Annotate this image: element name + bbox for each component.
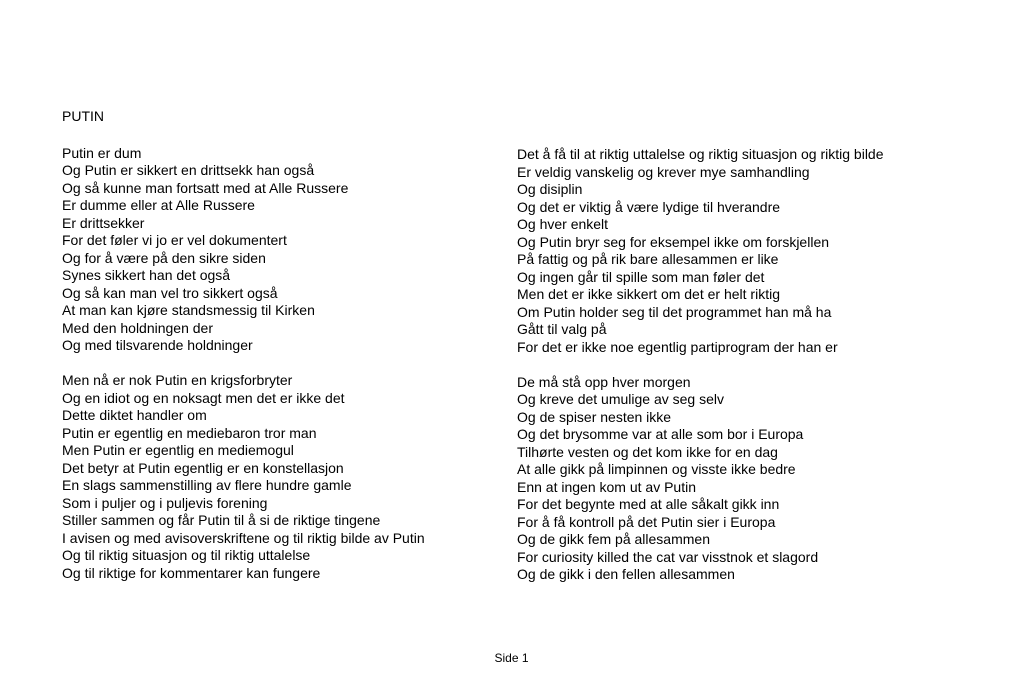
poem-line: Og hver enkelt bbox=[517, 216, 609, 232]
poem-line: Om Putin holder seg til det programmet han må ha bbox=[517, 303, 832, 320]
poem-line: Med den holdningen der bbox=[62, 319, 214, 336]
poem-line: At alle gikk på limpinnen og visste ikke bedre bbox=[517, 461, 796, 477]
poem-line: Og de spiser nesten ikke bbox=[517, 408, 672, 425]
left-column bbox=[62, 108, 492, 582]
page-number: Side 1 bbox=[494, 651, 529, 665]
poem-line: Synes sikkert han det også bbox=[62, 267, 231, 283]
poem-line: For det føler vi jo er vel dokumentert bbox=[62, 232, 287, 248]
poem-line: Det å få til at riktig uttalelse og riktig situasjon og riktig bilde bbox=[517, 146, 884, 162]
left-stanza-2 bbox=[62, 372, 492, 582]
poem-line: Og med tilsvarende holdninger bbox=[62, 337, 253, 353]
poem-line: Og Putin bryr seg for eksempel ikke om forskjellen bbox=[517, 233, 830, 250]
poem-line: Stiller sammen og får Putin til å si de riktige tingene bbox=[62, 512, 381, 528]
poem-line: De må stå opp hver morgen bbox=[517, 373, 691, 390]
poem-line: Er veldig vanskelig og krever mye samhandling bbox=[517, 163, 810, 180]
poem-line: Og det brysomme var at alle som bor i Europa bbox=[517, 426, 804, 442]
right-stanza-1 bbox=[517, 146, 997, 356]
poem-title: PUTIN bbox=[62, 108, 104, 124]
poem-line: Og til riktig situasjon og til riktig uttalelse bbox=[62, 547, 311, 563]
poem-line: Og de gikk i den fellen allesammen bbox=[517, 566, 735, 582]
poem-line: Men nå er nok Putin en krigsforbryter bbox=[62, 372, 293, 388]
poem-line: Og til riktige for kommentarer kan fungere bbox=[62, 564, 321, 581]
poem-line: Er drittsekker bbox=[62, 214, 145, 231]
poem-line: Og så kunne man fortsatt med at Alle Russere bbox=[62, 179, 349, 196]
poem-line: Det betyr at Putin egentlig er en konstellasjon bbox=[62, 459, 344, 476]
poem-line: Og Putin er sikkert en drittsekk han også bbox=[62, 162, 315, 178]
poem-line: Men det er ikke sikkert om det er helt riktig bbox=[517, 286, 780, 302]
poem-line: Og de gikk fem på allesammen bbox=[517, 531, 710, 547]
poem-line: Putin er egentlig en mediebaron tror man bbox=[62, 424, 317, 441]
poem-line: En slags sammenstilling av flere hundre gamle bbox=[62, 477, 352, 493]
right-column bbox=[517, 146, 997, 584]
poem-line: Og disiplin bbox=[517, 181, 583, 197]
poem-line: For det er ikke noe egentlig partiprogram der han er bbox=[517, 338, 838, 355]
poem-line: I avisen og med avisoverskriftene og til riktig bilde av Putin bbox=[62, 529, 425, 546]
poem-line: For å få kontroll på det Putin sier i Europa bbox=[517, 513, 776, 530]
poem-line: Og ingen går til spille som man føler det bbox=[517, 268, 765, 285]
poem-line: På fattig og på rik bare allesammen er like bbox=[517, 251, 779, 267]
poem-line: Og en idiot og en noksagt men det er ikke det bbox=[62, 389, 345, 406]
poem-line: Tilhørte vesten og det kom ikke for en dag bbox=[517, 443, 778, 460]
poem-line: Og så kan man vel tro sikkert også bbox=[62, 284, 278, 301]
poem-line: Som i puljer og i puljevis forening bbox=[62, 494, 268, 511]
poem-line: Enn at ingen kom ut av Putin bbox=[517, 478, 696, 495]
poem-line: Er dumme eller at Alle Russere bbox=[62, 197, 255, 213]
poem-line: For det begynte med at alle såkalt gikk inn bbox=[517, 496, 780, 512]
poem-line: Gått til valg på bbox=[517, 321, 607, 337]
poem-line: Og for å være på den sikre siden bbox=[62, 249, 266, 266]
poem-line: Og det er viktig å være lydige til hverandre bbox=[517, 198, 781, 215]
poem-line: Og kreve det umulige av seg selv bbox=[517, 391, 724, 407]
right-stanza-2 bbox=[517, 374, 997, 584]
poem-line: For curiosity killed the cat var visstnok et slagord bbox=[517, 548, 819, 565]
poem-line: Putin er dum bbox=[62, 144, 142, 161]
left-stanza-1 bbox=[62, 145, 492, 355]
poem-line: Dette diktet handler om bbox=[62, 407, 207, 423]
poem-line: At man kan kjøre standsmessig til Kirken bbox=[62, 302, 315, 318]
poem-line: Men Putin er egentlig en mediemogul bbox=[62, 442, 294, 458]
